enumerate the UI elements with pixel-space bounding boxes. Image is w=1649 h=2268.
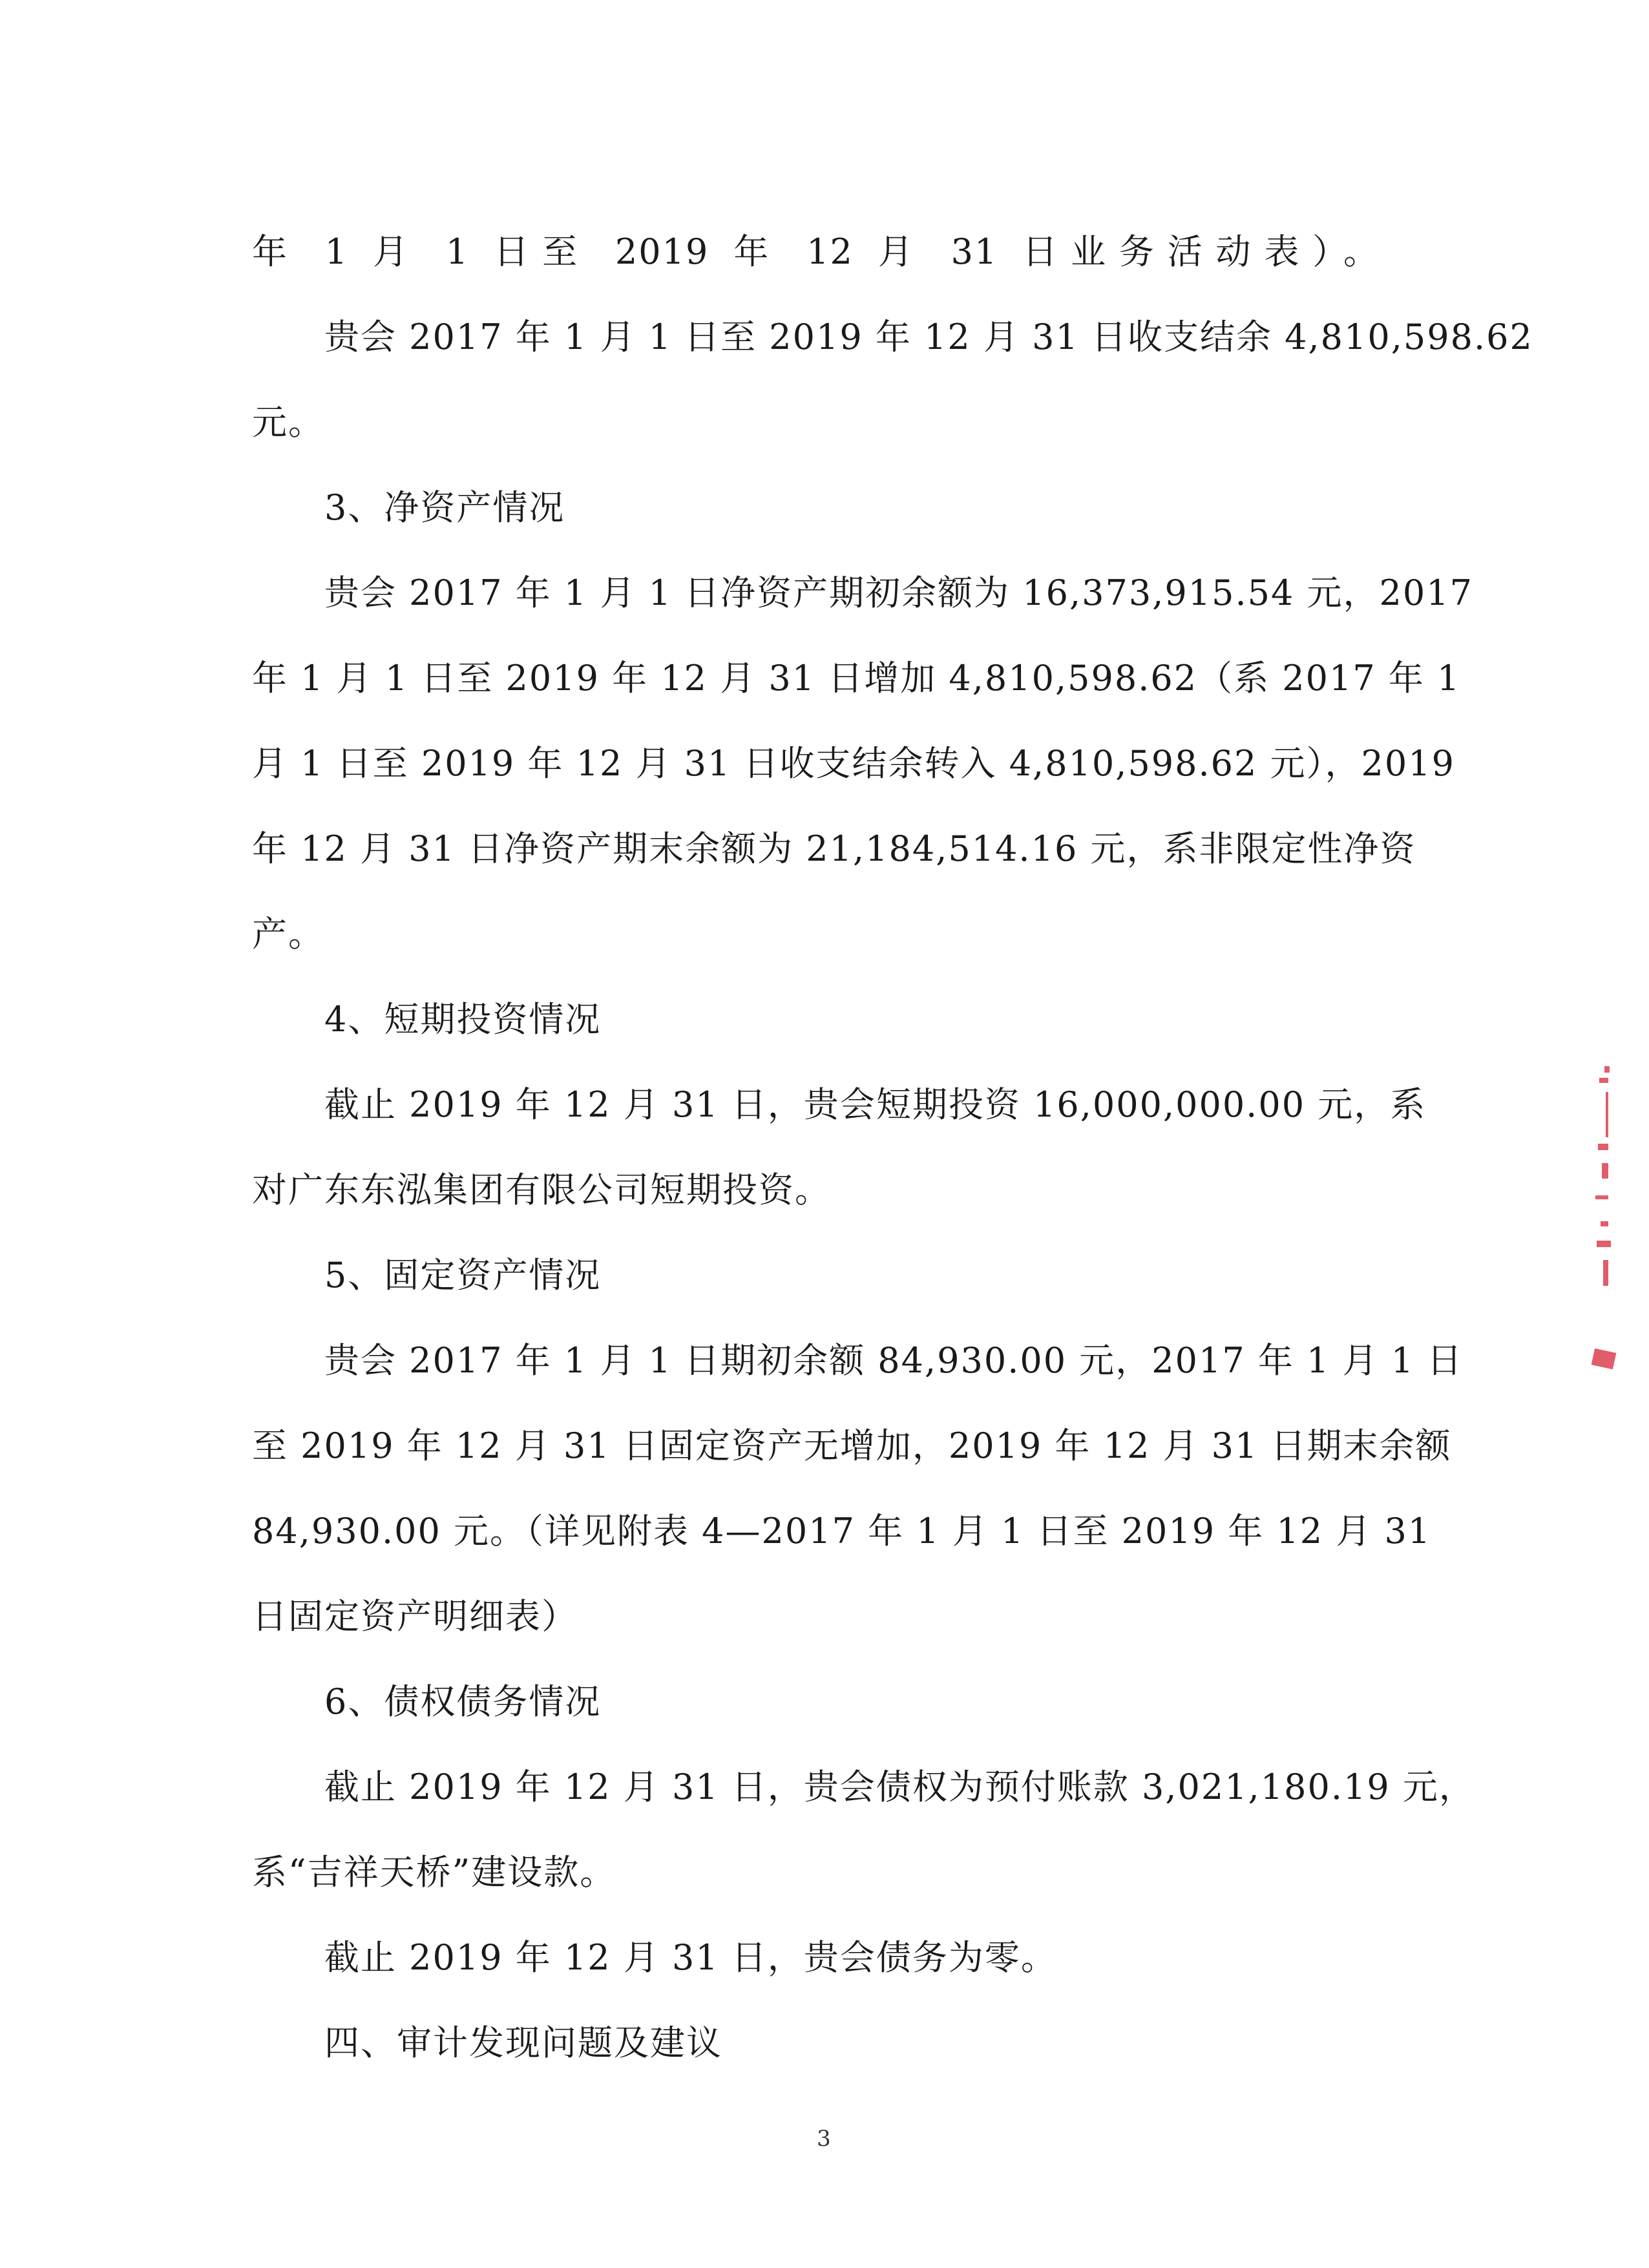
section-heading: 6、债权债务情况	[324, 1681, 602, 1722]
text-line: 年 1 月 1 日至 2019 年 12 月 31 日业务活动表）。	[252, 231, 1380, 272]
text-line: 贵会 2017 年 1 月 1 日净资产期初余额为 16,373,915.54 元，2017	[324, 572, 1473, 613]
text-line: 截止 2019 年 12 月 31 日，贵会短期投资 16,000,000.00 元，系	[324, 1084, 1427, 1125]
text-line: 贵会 2017 年 1 月 1 日期初余额 84,930.00 元，2017 年 1 月 1 日	[324, 1340, 1464, 1381]
text-line: 年 1 月 1 日至 2019 年 12 月 31 日增加 4,810,598.62（系 2017 年 1	[252, 658, 1461, 698]
text-line: 系“吉祥天桥”建设款。	[252, 1852, 616, 1893]
text-line: 截止 2019 年 12 月 31 日，贵会债务为零。	[324, 1937, 1057, 1978]
section-heading: 5、固定资产情况	[324, 1255, 602, 1296]
text-line: 元。	[252, 402, 324, 443]
text-line: 对广东东泓集团有限公司短期投资。	[252, 1170, 831, 1210]
text-line: 年 12 月 31 日净资产期末余额为 21,184,514.16 元，系非限定性净资	[252, 828, 1416, 869]
section-heading: 四、审计发现问题及建议	[324, 2022, 722, 2063]
seal-edge-icon	[1586, 1066, 1625, 1376]
text-line: 贵会 2017 年 1 月 1 日至 2019 年 12 月 31 日收支结余 4,810,598.62	[324, 317, 1533, 357]
text-line: 至 2019 年 12 月 31 日固定资产无增加，2019 年 12 月 31 日期末余额	[252, 1425, 1452, 1466]
section-heading: 3、净资产情况	[324, 487, 565, 528]
page-number: 3	[817, 2126, 831, 2152]
section-heading: 4、短期投资情况	[324, 999, 602, 1040]
text-line: 月 1 日至 2019 年 12 月 31 日收支结余转入 4,810,598.62 元），2019	[252, 743, 1455, 784]
text-line: 日固定资产明细表）	[252, 1596, 578, 1637]
text-line: 产。	[252, 914, 324, 954]
text-line: 84,930.00 元。（详见附表 4—2017 年 1 月 1 日至 2019 年 12 月 31	[252, 1511, 1432, 1551]
text-line: 截止 2019 年 12 月 31 日，贵会债权为预付账款 3,021,180.19 元，	[324, 1767, 1475, 1807]
